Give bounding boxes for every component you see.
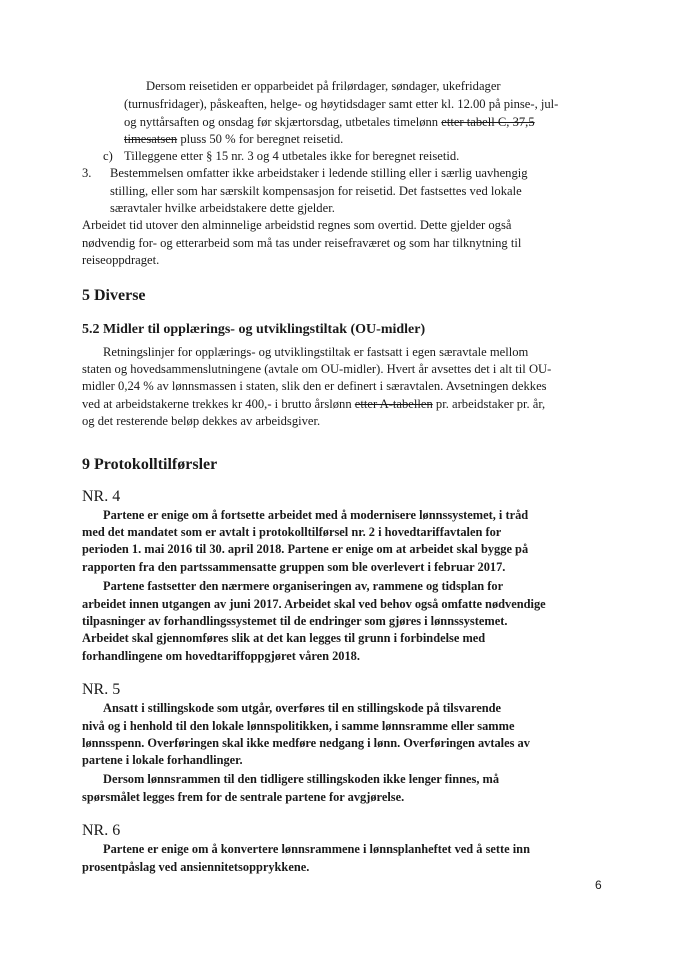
section-heading: 9 Protokolltilførsler: [82, 456, 218, 473]
text-line: [124, 114, 535, 130]
struck-text: etter tabell C, 37,5: [441, 115, 535, 129]
text-line: og det resterende beløp dekkes av arbeidsgiver.: [82, 414, 321, 428]
text-line: prosentpåslag ved ansiennitetsopprykkene.: [82, 860, 310, 874]
text-line: særavtaler hvilke arbeidstakere dette gjelder.: [110, 201, 335, 215]
text-line: Bestemmelsen omfatter ikke arbeidstaker i ledende stilling eller i særlig uavhengig: [110, 166, 528, 180]
protocol-title: NR. 4: [82, 488, 121, 505]
text-line: Retningslinjer for opplærings- og utviklingstiltak er fastsatt i egen særavtale mellom: [103, 345, 529, 359]
subsection-heading: 5.2 Midler til opplærings- og utviklingstiltak (OU-midler): [82, 322, 426, 337]
list-marker: 3.: [82, 166, 92, 180]
text-line: [82, 396, 545, 412]
text-line: tilpasninger av forhandlingssystemet til de endringer som gjøres i lønnssystemet.: [82, 614, 508, 628]
text-span: og nyttårsaften og onsdag før skjærtorsdag, utbetales timelønn: [124, 115, 439, 129]
text-line: med det mandatet som er avtalt i protokolltilførsel nr. 2 i hovedtariffavtalen for: [82, 525, 502, 539]
text-line: nivå og i henhold til den lokale lønnspolitikken, i samme lønnsramme eller samme: [82, 719, 515, 733]
section-heading: 5 Diverse: [82, 287, 146, 304]
text-line: Partene fastsetter den nærmere organiseringen av, rammene og tidsplan for: [103, 579, 504, 593]
text-line: Arbeidet skal gjennomføres slik at det kan legges til grunn i forbindelse med: [82, 631, 486, 645]
text-line: Arbeidet tid utover den alminnelige arbeidstid regnes som overtid. Dette gjelder også: [82, 218, 512, 232]
text-span: pr. arbeidstaker pr. år,: [432, 397, 546, 411]
text-line: (turnusfridager), påskeaften, helge- og høytidsdager samt etter kl. 12.00 på pinse-, jul-: [124, 97, 559, 111]
struck-text: timesatsen: [124, 132, 178, 146]
text-line: spørsmålet legges frem for de sentrale partene for avgjørelse.: [82, 790, 405, 804]
text-line: Tilleggene etter § 15 nr. 3 og 4 utbetales ikke for beregnet reisetid.: [124, 149, 460, 163]
text-line: forhandlingene om hovedtariffoppgjøret våren 2018.: [82, 649, 360, 663]
text-line: partene i lokale forhandlinger.: [82, 753, 243, 767]
text-line: nødvendig for- og etterarbeid som må tas under reisefraværet og som har tilknytning til: [82, 236, 522, 250]
text-line: rapporten fra den partssammensatte gruppen som ble overlevert i februar 2017.: [82, 560, 506, 574]
text-line: midler 0,24 % av lønnsmassen i staten, slik den er definert i særavtalen. Avsetningen dekkes: [82, 379, 547, 393]
text-line: reiseoppdraget.: [82, 253, 160, 267]
text-line: [124, 131, 343, 147]
protocol-title: NR. 6: [82, 822, 121, 839]
text-line: perioden 1. mai 2016 til 30. april 2018. Partene er enige om at arbeidet skal bygge på: [82, 542, 529, 556]
text-line: lønnsspenn. Overføringen skal ikke medføre nedgang i lønn. Overføringen avtales av: [82, 736, 530, 750]
text-line: Dersom lønnsrammen til den tidligere stillingskoden ikke lenger finnes, må: [103, 772, 500, 786]
text-line: Partene er enige om å konvertere lønnsrammene i lønnsplanheftet ved å sette inn: [103, 842, 530, 856]
text-line: Partene er enige om å fortsette arbeidet med å modernisere lønnssystemet, i tråd: [103, 508, 529, 522]
struck-text: etter A-tabellen: [354, 397, 433, 411]
page-number: 6: [595, 878, 602, 892]
protocol-title: NR. 5: [82, 681, 121, 698]
list-marker: c): [103, 149, 113, 163]
text-line: stilling, eller som har særskilt kompensasjon for reisetid. Det fastsettes ved lokale: [110, 184, 522, 198]
text-span: pluss 50 % for beregnet reisetid.: [177, 132, 344, 146]
text-line: staten og hovedsammenslutningene (avtale om OU-midler). Hvert år avsettes det i alt til OU-: [82, 362, 552, 376]
text-line: arbeidet innen utgangen av juni 2017. Arbeidet skal ved behov også omfatte nødvendige: [82, 597, 546, 611]
text-line: Ansatt i stillingskode som utgår, overføres til en stillingskode på tilsvarende: [103, 701, 502, 715]
text-line: Dersom reisetiden er opparbeidet på frilørdager, søndager, ukefridager: [146, 79, 501, 93]
text-span: ved at arbeidstakerne trekkes kr 400,- i brutto årslønn: [82, 397, 355, 411]
